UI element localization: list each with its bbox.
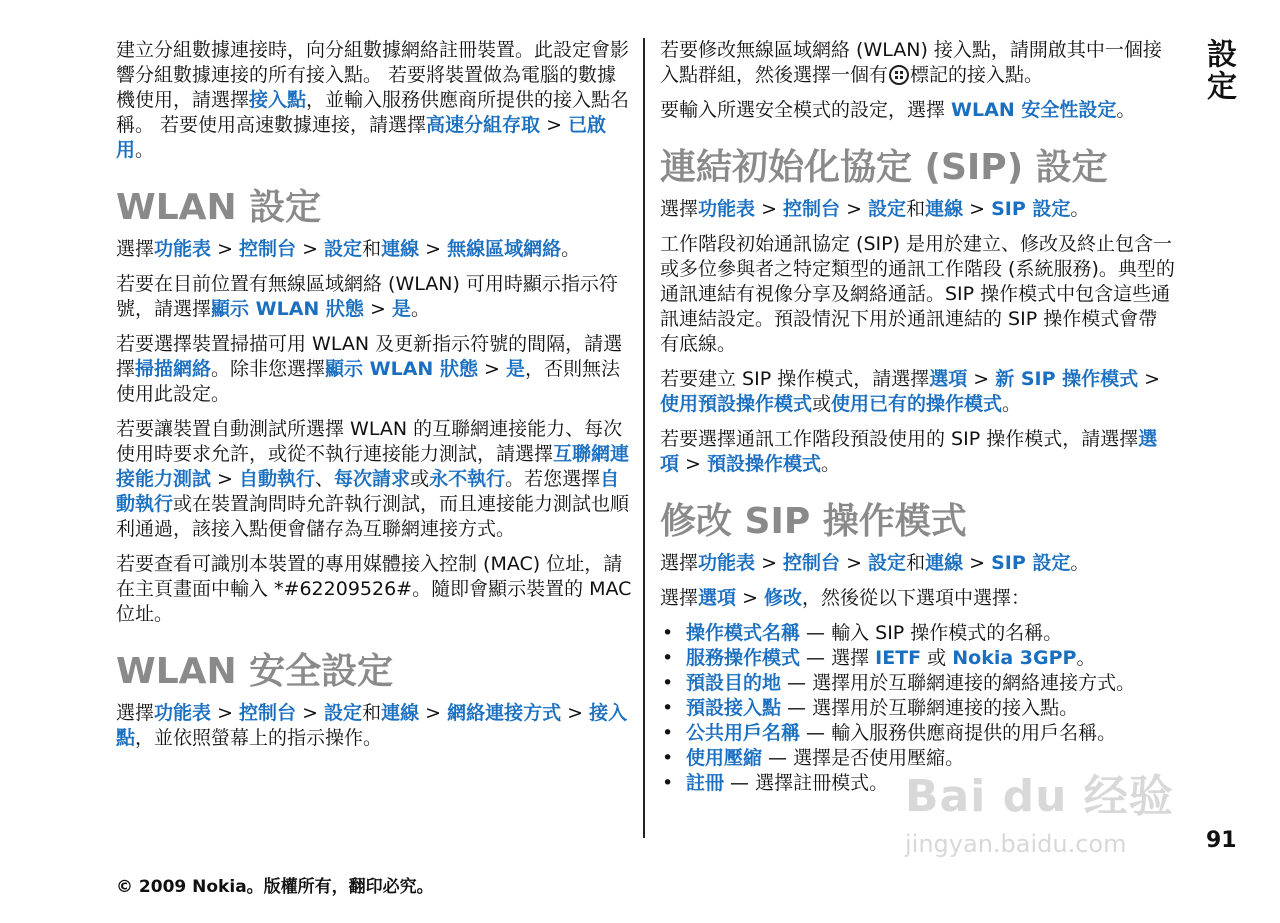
- separator: >: [679, 453, 708, 475]
- text: — 輸入 SIP 操作模式的名稱。: [800, 622, 1063, 644]
- link-registration[interactable]: 註冊: [686, 772, 725, 794]
- link-default-profile[interactable]: 預設操作模式: [707, 453, 822, 475]
- text: 。: [1070, 552, 1090, 574]
- text: 選擇: [660, 198, 699, 220]
- link-connectivity-test[interactable]: 互聯網連接能力測試: [116, 443, 630, 490]
- watermark-logo: Bai du 经验: [905, 771, 1174, 822]
- separator: >: [840, 552, 869, 574]
- text: 。: [1116, 99, 1136, 121]
- text: ，並輸入服務供應商所提供的接入點名稱。 若要使用高速數據連接，請選擇: [116, 89, 630, 136]
- link-network-connection[interactable]: 網絡連接方式: [447, 702, 562, 724]
- link-control-panel[interactable]: 控制台: [783, 552, 841, 574]
- separator: >: [963, 198, 992, 220]
- link-every-request[interactable]: 每次請求: [334, 468, 411, 490]
- separator: >: [967, 368, 996, 390]
- link-enabled[interactable]: 已啟用: [116, 114, 607, 161]
- wlan-path: [116, 237, 632, 262]
- link-sip-settings[interactable]: SIP 設定: [991, 552, 1071, 574]
- list-item: [660, 721, 1176, 746]
- security-path: [116, 701, 632, 751]
- security-mode-paragraph: [660, 98, 1176, 123]
- text: 若要讓裝置自動測試所選擇 WLAN 的互聯網連接能力、每次使用時要求允許，或從不執行連接能力測試，請選擇: [116, 418, 623, 465]
- sip-paragraph-1: 工作階段初始通訊協定 (SIP) 是用於建立、修改及終止包含一或多位參與者之特定類型的通訊工作階段 (系統服務)。典型的通訊連結有視像分享及網絡通話。SIP 操作模式中包含這些通訊連結設定。預設情況下用於通訊連結的 SIP 操作模式會帶有底線。: [660, 233, 1175, 355]
- link-settings[interactable]: 設定: [868, 198, 907, 220]
- link-new-sip-profile[interactable]: 新 SIP 操作模式: [995, 368, 1139, 390]
- column-divider: [643, 38, 645, 838]
- text: 若要選擇通訊工作階段預設使用的 SIP 操作模式，請選擇: [660, 428, 1139, 450]
- text: — 選擇是否使用壓縮。: [762, 747, 965, 769]
- text: 若要在目前位置有無線區域網絡 (WLAN) 可用時顯示指示符號，請選擇: [116, 273, 618, 320]
- link-connection[interactable]: 連線: [381, 702, 420, 724]
- separator: >: [963, 552, 992, 574]
- copyright: © 2009 Nokia。版權所有，翻印必究。: [116, 877, 434, 897]
- link-connection[interactable]: 連線: [381, 238, 420, 260]
- text: 。: [1070, 198, 1090, 220]
- text: 或: [812, 393, 832, 415]
- text: 若要建立 SIP 操作模式，請選擇: [660, 368, 930, 390]
- text: 。: [1076, 647, 1096, 669]
- link-menu[interactable]: 功能表: [698, 198, 756, 220]
- link-nokia-3gpp[interactable]: Nokia 3GPP: [952, 647, 1077, 669]
- separator: >: [211, 468, 240, 490]
- text: 。若您選擇: [505, 468, 601, 490]
- text: 或在裝置詢問時允許執行測試，而且連接能力測試也順利通過，該接入點便會儲存為互聯網連接方式。: [116, 493, 630, 540]
- text: 和: [362, 238, 382, 260]
- text: 若要修改無線區域網絡 (WLAN) 接入點，請開啟其中一個接入點群組，然後選擇一個有: [660, 39, 1162, 86]
- text: 選擇: [116, 702, 155, 724]
- heading-wlan-settings: WLAN 設定: [116, 187, 322, 228]
- link-menu[interactable]: 功能表: [698, 552, 756, 574]
- text: 。: [821, 453, 841, 475]
- separator: >: [363, 298, 392, 320]
- link-hsdpa[interactable]: 高速分組存取: [426, 114, 541, 136]
- link-wlan[interactable]: 無線區域網絡: [447, 238, 562, 260]
- separator: >: [419, 238, 448, 260]
- link-never-run[interactable]: 永不執行: [429, 468, 506, 490]
- edit-paragraph: [660, 586, 1176, 611]
- separator: >: [540, 114, 569, 136]
- right-column: [660, 38, 1176, 796]
- text: ，然後從以下選項中選擇：: [802, 587, 1031, 609]
- separator: >: [296, 702, 325, 724]
- link-menu[interactable]: 功能表: [154, 238, 212, 260]
- link-service-profile[interactable]: 服務操作模式: [686, 647, 801, 669]
- list-item: [660, 646, 1176, 671]
- text: 和: [362, 702, 382, 724]
- section-tab: 設定: [1201, 38, 1236, 102]
- separator: >: [1138, 368, 1161, 390]
- text: 選擇: [660, 587, 699, 609]
- separator: >: [211, 238, 240, 260]
- link-options[interactable]: 選項: [698, 587, 737, 609]
- link-auto-run[interactable]: 自動執行: [116, 468, 620, 515]
- text: 建立分組數據連接時，向分組數據網絡註冊裝置。此設定會影響分組數據連接的所有接入點。 若要將裝置做為電腦的數據機使用，請選擇: [116, 39, 630, 111]
- wlan-paragraph-4: 若要查看可識別本裝置的專用媒體接入控制 (MAC) 位址，請在主頁畫面中輸入 *#62209526#。隨即會顯示裝置的 MAC 位址。: [116, 553, 632, 625]
- text: — 選擇註冊模式。: [724, 772, 889, 794]
- sip-paragraph-2: [660, 367, 1176, 417]
- link-access-point[interactable]: 接入點: [116, 702, 628, 749]
- text: 。: [1002, 393, 1022, 415]
- text: ，否則無法使用此設定。: [116, 358, 620, 405]
- link-connection[interactable]: 連線: [925, 198, 964, 220]
- text: 。除非您選擇: [211, 358, 326, 380]
- link-control-panel[interactable]: 控制台: [783, 198, 841, 220]
- list-item: [660, 771, 1176, 796]
- link-profile-name[interactable]: 操作模式名稱: [686, 622, 801, 644]
- link-ietf[interactable]: IETF: [875, 647, 922, 669]
- text: — 選擇: [800, 647, 876, 669]
- link-settings[interactable]: 設定: [868, 552, 907, 574]
- link-control-panel[interactable]: 控制台: [239, 702, 297, 724]
- link-use-existing-profile[interactable]: 使用已有的操作模式: [831, 393, 1003, 415]
- link-settings[interactable]: 設定: [324, 702, 363, 724]
- watermark-url: jingyan.baidu.com: [905, 830, 1127, 858]
- separator: >: [477, 358, 506, 380]
- options-list: [660, 621, 1176, 796]
- sip-path: [660, 197, 1176, 222]
- list-item: [660, 671, 1176, 696]
- text: 選擇: [660, 552, 699, 574]
- text: 。: [410, 298, 430, 320]
- list-item: [660, 621, 1176, 646]
- separator: >: [840, 198, 869, 220]
- separator: >: [755, 198, 784, 220]
- left-column: [116, 38, 632, 761]
- link-settings[interactable]: 設定: [324, 238, 363, 260]
- text: 選擇: [116, 238, 155, 260]
- text: 。: [135, 139, 155, 161]
- text: 或: [410, 468, 430, 490]
- page-number: 91: [1206, 828, 1237, 853]
- link-use-compression[interactable]: 使用壓縮: [686, 747, 763, 769]
- wlan-paragraph-1: [116, 272, 632, 322]
- text: 標記的接入點。: [910, 64, 1044, 86]
- text: — 選擇用於互聯網連接的接入點。: [781, 697, 1079, 719]
- link-yes[interactable]: 是: [505, 358, 525, 380]
- link-options[interactable]: 選項: [660, 428, 1158, 475]
- heading-edit-sip-profile: 修改 SIP 操作模式: [660, 501, 967, 542]
- text: 要輸入所選安全模式的設定，選擇: [660, 99, 952, 121]
- list-item: [660, 696, 1176, 721]
- link-yes[interactable]: 是: [391, 298, 411, 320]
- link-default-access-point[interactable]: 預設接入點: [686, 697, 782, 719]
- text: 或: [921, 647, 953, 669]
- text: 。: [561, 238, 581, 260]
- link-scan-network[interactable]: 掃描網絡: [135, 358, 212, 380]
- heading-wlan-security: WLAN 安全設定: [116, 651, 394, 692]
- link-access-point[interactable]: 接入點: [249, 89, 307, 111]
- link-edit[interactable]: 修改: [764, 587, 803, 609]
- separator: >: [296, 238, 325, 260]
- wlan-paragraph-3: [116, 417, 632, 542]
- link-show-wlan-status[interactable]: 顯示 WLAN 狀態: [211, 298, 364, 320]
- link-show-wlan-status[interactable]: 顯示 WLAN 狀態: [325, 358, 478, 380]
- text: ，並依照螢幕上的指示操作。: [135, 727, 383, 749]
- text: 和: [906, 552, 926, 574]
- edit-path: [660, 551, 1176, 576]
- separator: >: [755, 552, 784, 574]
- sip-paragraph-3: [660, 427, 1176, 477]
- link-control-panel[interactable]: 控制台: [239, 238, 297, 260]
- link-default-destination[interactable]: 預設目的地: [686, 672, 782, 694]
- text: — 選擇用於互聯網連接的網絡連接方式。: [781, 672, 1136, 694]
- text: — 輸入服務供應商提供的用戶名稱。: [800, 722, 1117, 744]
- text: 、: [315, 468, 335, 490]
- separator: >: [736, 587, 765, 609]
- link-menu[interactable]: 功能表: [154, 702, 212, 724]
- separator: >: [419, 702, 448, 724]
- link-use-default-profile[interactable]: 使用預設操作模式: [660, 393, 813, 415]
- link-sip-settings[interactable]: SIP 設定: [991, 198, 1071, 220]
- intro-paragraph: [116, 38, 632, 163]
- link-options[interactable]: 選項: [929, 368, 968, 390]
- text: 若要選擇裝置掃描可用 WLAN 及更新指示符號的間隔，請選擇: [116, 333, 623, 380]
- link-public-username[interactable]: 公共用戶名稱: [686, 722, 801, 744]
- link-wlan-security-settings[interactable]: WLAN 安全性設定: [951, 99, 1117, 121]
- menu-key-icon: [889, 65, 909, 85]
- separator: >: [211, 702, 240, 724]
- link-connection[interactable]: 連線: [925, 552, 964, 574]
- link-auto-run[interactable]: 自動執行: [239, 468, 316, 490]
- text: 和: [906, 198, 926, 220]
- heading-sip-settings: 連結初始化協定 (SIP) 設定: [660, 147, 1108, 188]
- list-item: [660, 746, 1176, 771]
- wlan-paragraph-2: [116, 332, 632, 407]
- separator: >: [561, 702, 590, 724]
- wlan-edit-paragraph: [660, 38, 1176, 88]
